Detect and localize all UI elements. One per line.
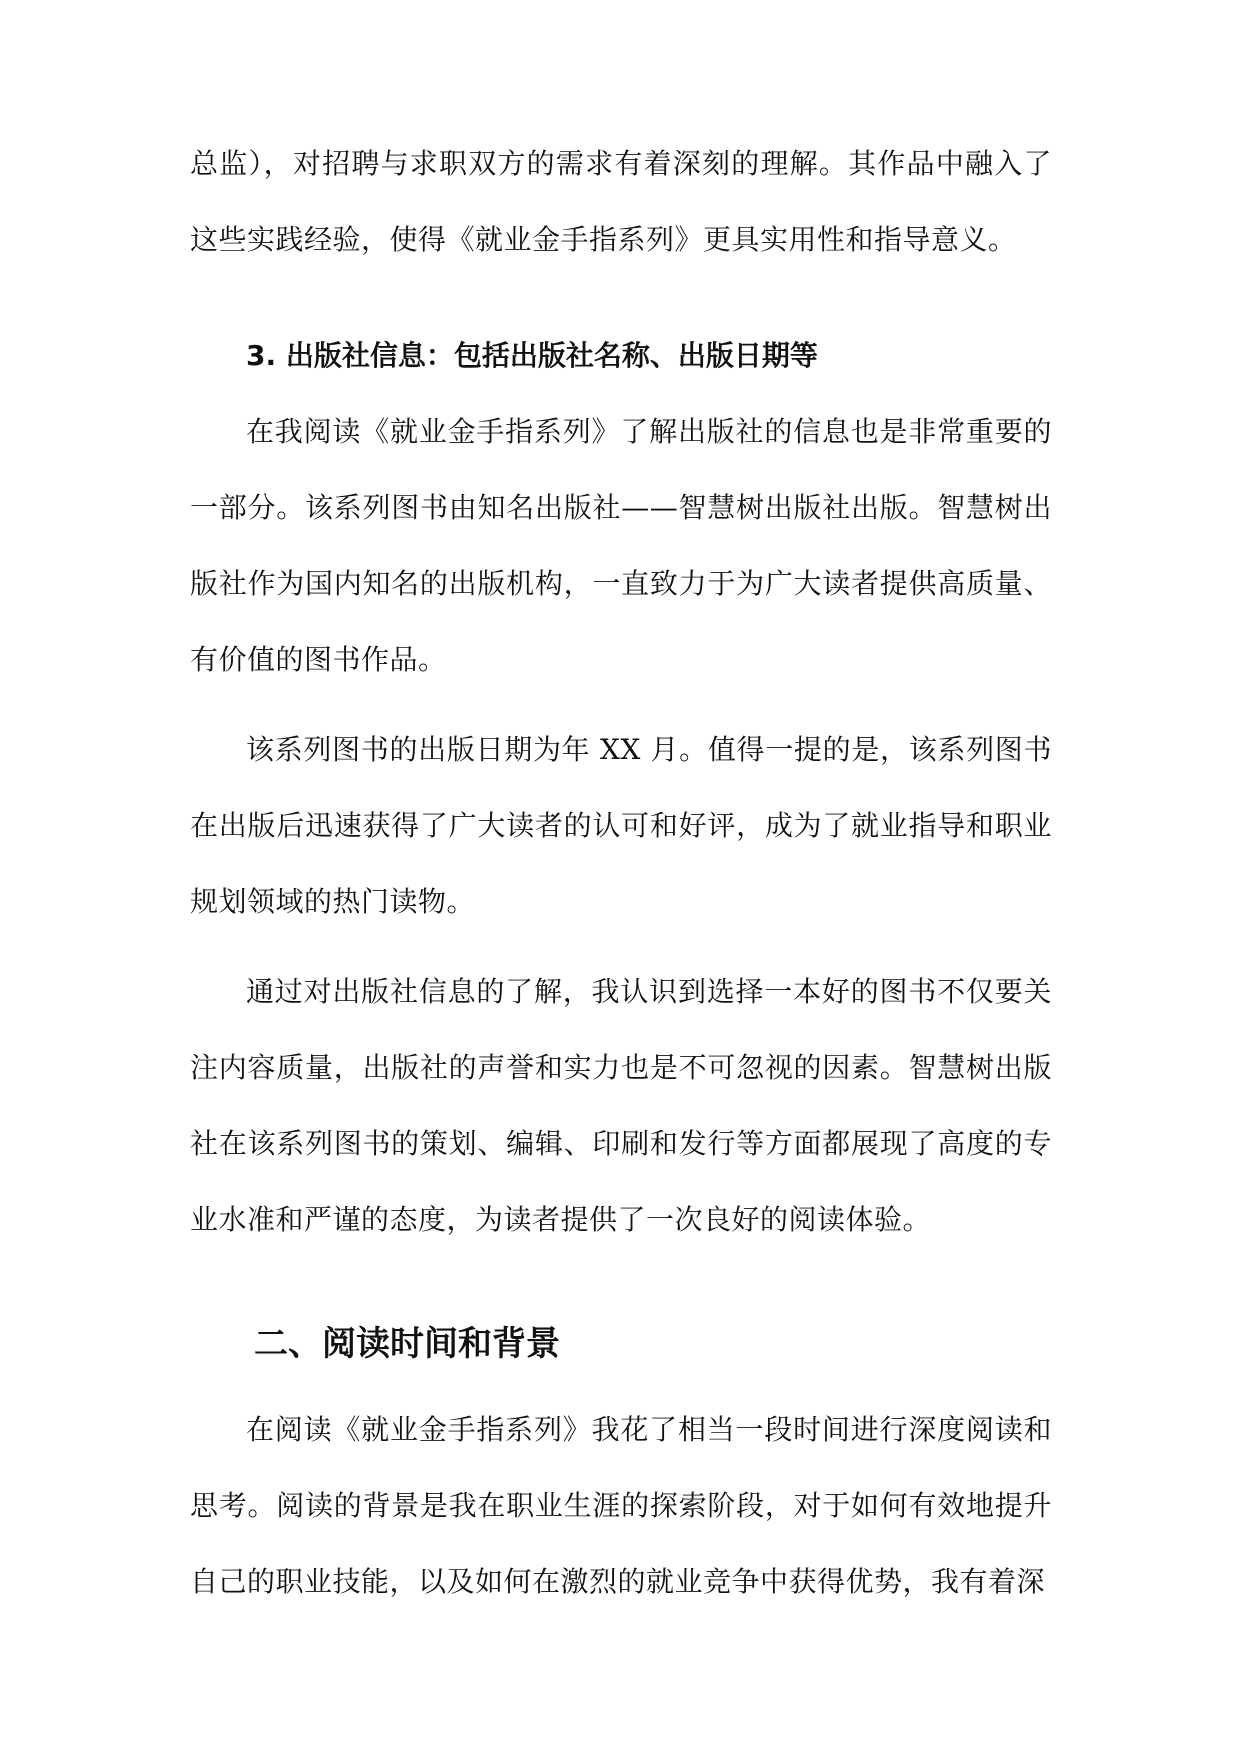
publisher-paragraph-2: 该系列图书的出版日期为年 XX 月。值得一提的是，该系列图书在出版后迅速获得了广大读者的认可和好评，成为了就业指导和职业规划领域的热门读物。 [190, 733, 1052, 918]
publisher-paragraph-1: 在我阅读《就业金手指系列》了解出版社的信息也是非常重要的一部分。该系列图书由知名出版社——智慧树出版社出版。智慧树出版社作为国内知名的出版机构，一直致力于为广大读者提供高质量、有价值的图书作品。 [190, 415, 1052, 676]
section-heading-reading-time: 二、阅读时间和背景 [254, 1324, 560, 1364]
document-body [190, 126, 1052, 1620]
publisher-paragraph-3: 通过对出版社信息的了解，我认识到选择一本好的图书不仅要关注内容质量，出版社的声誉和实力也是不可忽视的因素。智慧树出版社在该系列图书的策划、编辑、印刷和发行等方面都展现了高度的专业水准和严谨的态度，为读者提供了一次良好的阅读体验。 [190, 975, 1052, 1236]
reading-paragraph-1: 在阅读《就业金手指系列》我花了相当一段时间进行深度阅读和思考。阅读的背景是我在职业生涯的探索阶段，对于如何有效地提升自己的职业技能，以及如何在激烈的就业竞争中获得优势，我有着深 [190, 1413, 1052, 1598]
paragraph-gap [190, 698, 1052, 712]
paragraph-gap [190, 940, 1052, 954]
subheading-publisher-info: 3. 出版社信息：包括出版社名称、出版日期等 [246, 339, 818, 372]
intro-paragraph: 总监），对招聘与求职双方的需求有着深刻的理解。其作品中融入了这些实践经验，使得《就业金手指系列》更具实用性和指导意义。 [190, 147, 1052, 256]
